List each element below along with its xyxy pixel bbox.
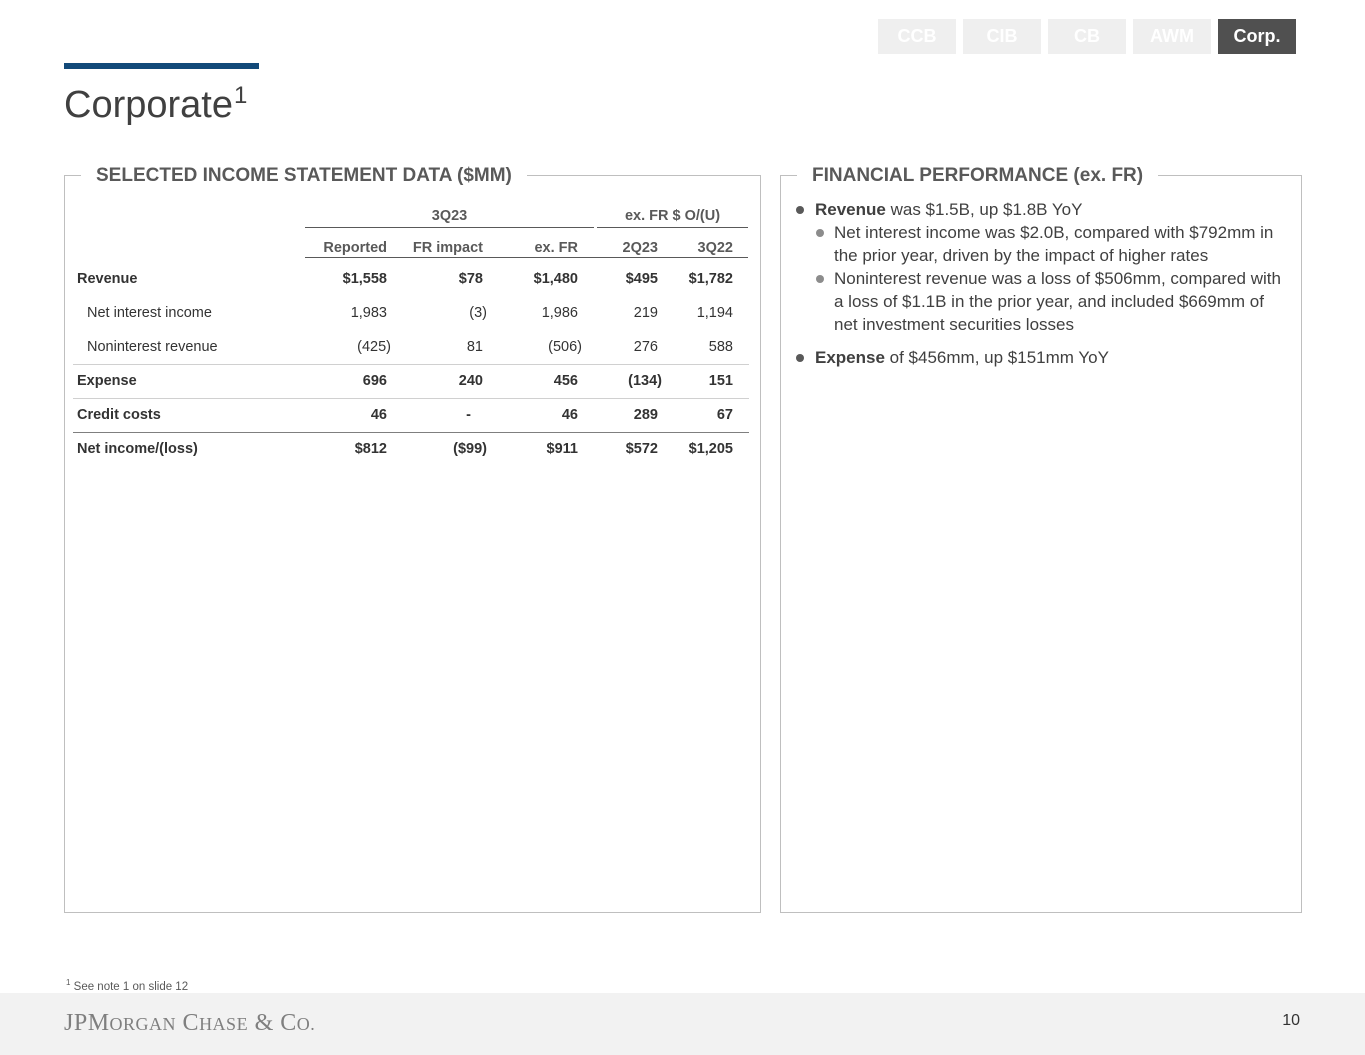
tab-ccb[interactable]: CCB [878, 19, 956, 54]
bullet-revenue [795, 198, 1285, 221]
cell-fr-impact: - [466, 407, 471, 423]
table-row-noninterest-revenue [73, 330, 749, 364]
cell-2q23: 289 [633, 407, 658, 423]
cell-2q23: (134) [628, 373, 662, 389]
cell-3q22: $1,205 [688, 441, 733, 457]
group-underline-3q23 [305, 227, 594, 228]
logo-part: ORGAN [109, 1014, 177, 1034]
cell-3q22: 1,194 [696, 305, 733, 321]
cell-3q22: 151 [708, 373, 733, 389]
cell-fr-impact: ($99) [453, 441, 487, 457]
table-row-net-interest-income [73, 296, 749, 330]
logo-part: & C [248, 1010, 297, 1036]
footnote-mark: 1 [66, 978, 71, 987]
cell-reported: 1,983 [350, 305, 387, 321]
group-underline-exfr [597, 227, 748, 228]
col-header-reported: Reported [323, 240, 387, 256]
row-label: Expense [77, 373, 137, 389]
page-title [64, 84, 247, 127]
row-label: Credit costs [77, 407, 161, 423]
cell-3q22: 588 [708, 339, 733, 355]
performance-bullets [795, 198, 1285, 369]
sub-bullet-nii: Net interest income was $2.0B, compared with $792mm in the prior year, driven by the impact of higher rates [795, 221, 1285, 267]
cell-2q23: 219 [633, 305, 658, 321]
cell-fr-impact: 81 [466, 339, 483, 355]
segment-nav [878, 19, 1296, 54]
cell-ex-fr: 46 [561, 407, 578, 423]
cell-2q23: $572 [625, 441, 658, 457]
page-number: 10 [1282, 1012, 1300, 1029]
financial-performance-panel [780, 165, 1302, 913]
table-row-expense [73, 364, 749, 398]
table-row-credit-costs [73, 398, 749, 432]
logo-part: C [176, 1010, 200, 1036]
bullet-keyword: Expense [815, 348, 885, 367]
col-header-2q23: 2Q23 [622, 240, 658, 256]
cell-reported: $812 [354, 441, 387, 457]
bullet-text: was $1.5B, up $1.8B YoY [885, 200, 1083, 219]
cell-ex-fr: $911 [546, 441, 578, 457]
row-label: Net income/(loss) [77, 441, 198, 457]
cell-fr-impact: 240 [458, 373, 483, 389]
logo-part: HASE [199, 1014, 249, 1034]
col-header-3q22: 3Q22 [697, 240, 733, 256]
tab-cb[interactable]: CB [1048, 19, 1126, 54]
cell-ex-fr: (506) [548, 339, 582, 355]
row-label: Noninterest revenue [87, 339, 218, 355]
cell-fr-impact: (3) [469, 305, 487, 321]
cell-fr-impact: $78 [458, 271, 483, 287]
cell-ex-fr: 1,986 [541, 305, 578, 321]
tab-corp[interactable]: Corp. [1218, 19, 1296, 54]
cell-reported: (425) [357, 339, 391, 355]
cell-reported: 696 [362, 373, 387, 389]
income-statement-title: SELECTED INCOME STATEMENT DATA ($MM) [81, 164, 527, 188]
cell-ex-fr: 456 [553, 373, 578, 389]
financial-performance-title: FINANCIAL PERFORMANCE (ex. FR) [797, 164, 1158, 188]
logo-part: O. [296, 1014, 316, 1034]
page-title-text: Corporate [64, 84, 233, 126]
cell-reported: 46 [370, 407, 387, 423]
group-header-3q23: 3Q23 [431, 208, 468, 224]
tab-cib[interactable]: CIB [963, 19, 1041, 54]
tab-awm[interactable]: AWM [1133, 19, 1211, 54]
group-header-exfr: ex. FR $ O/(U) [624, 208, 721, 224]
row-label: Revenue [77, 271, 138, 287]
company-logo [64, 1010, 315, 1037]
table-row-revenue [73, 262, 749, 296]
cell-reported: $1,558 [342, 271, 387, 287]
col-header-ex-fr: ex. FR [534, 240, 578, 256]
col-header-fr-impact: FR impact [412, 240, 483, 256]
row-label: Net interest income [87, 305, 212, 321]
title-footnote-mark: 1 [233, 82, 248, 109]
header-underline [305, 257, 748, 258]
title-accent-bar [64, 63, 259, 69]
cell-2q23: 276 [633, 339, 658, 355]
bullet-text: of $456mm, up $151mm YoY [884, 348, 1109, 367]
cell-2q23: $495 [625, 271, 658, 287]
logo-part: JPM [64, 1010, 110, 1036]
footnote [66, 978, 188, 993]
bullet-keyword: Revenue [815, 200, 886, 219]
footnote-text: See note 1 on slide 12 [70, 980, 189, 993]
cell-ex-fr: $1,480 [533, 271, 578, 287]
bullet-expense [795, 346, 1285, 369]
cell-3q22: 67 [716, 407, 733, 423]
table-row-net-income [73, 432, 749, 466]
cell-3q22: $1,782 [688, 271, 733, 287]
sub-bullet-nonint-revenue: Noninterest revenue was a loss of $506mm, compared with a loss of $1.1B in the prior year, and included $669mm of net investment securities losses [795, 267, 1285, 336]
income-statement-panel [64, 165, 761, 913]
